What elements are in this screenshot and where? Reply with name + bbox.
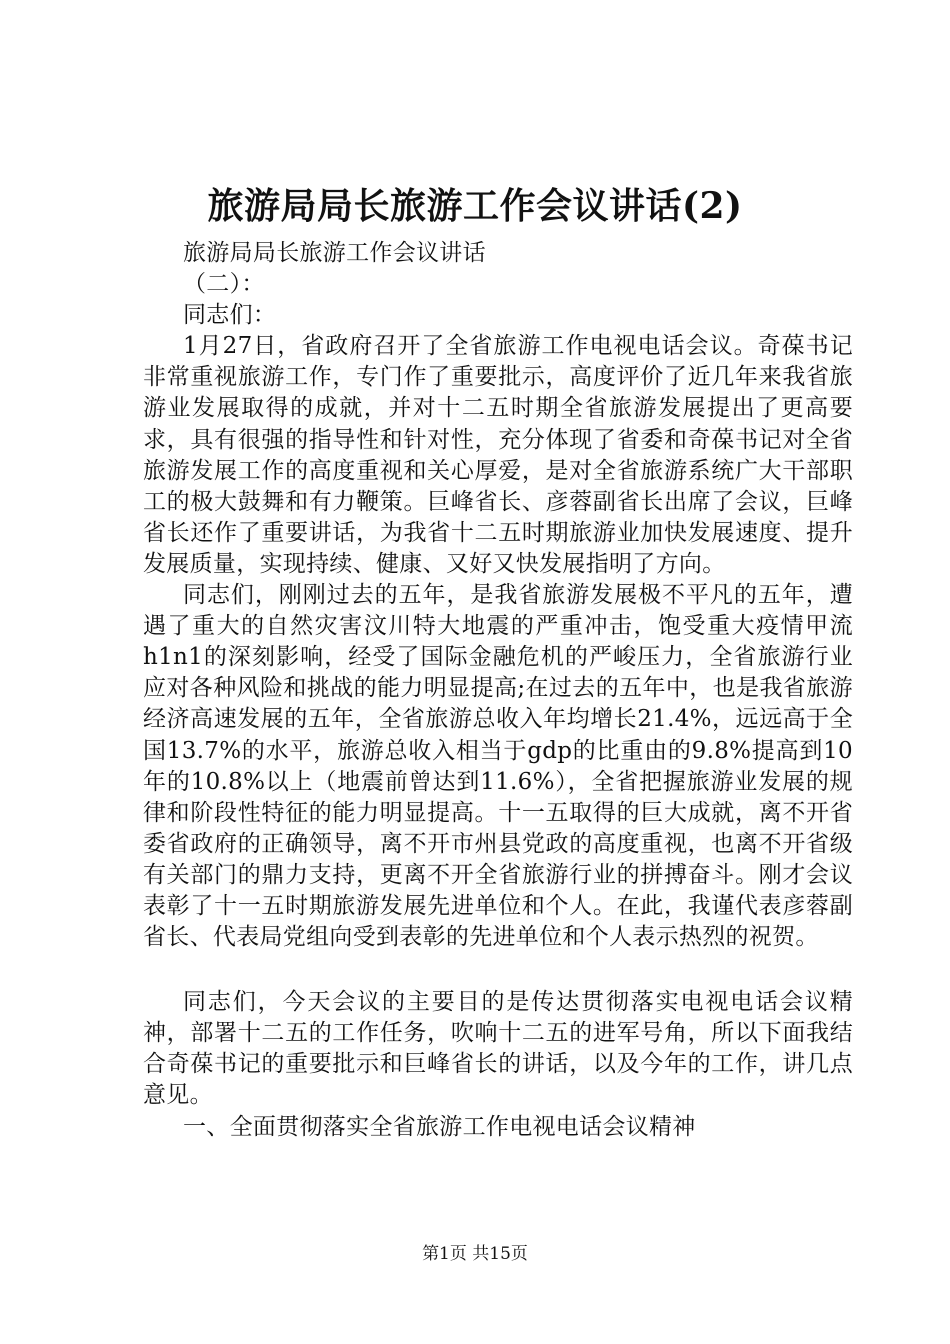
salutation-paragraph: 同志们：: [183, 302, 277, 329]
body-paragraph: 同志们，今天会议的主要目的是传达贯彻落实电视电话会议精神，部署十二五的工作任务，吹响十二五的进军号角，所以下面我结合奇葆书记的重要批示和巨峰省长的讲话，以及今年的工作，讲几点意见。: [143, 989, 853, 1109]
body-paragraph: 同志们，刚刚过去的五年，是我省旅游发展极不平凡的五年，遭遇了重大的自然灾害汶川特大地震的严重冲击，饱受重大疫情甲流h1n1的深刻影响，经受了国际金融危机的严峻压力，全省旅游行业应对各种风险和挑战的能力明显提高;在过去的五年中，也是我省旅游经济高速发展的五年，全省旅游总收入年均增长21.4%，远远高于全国13.7%的水平，旅游总收入相当于gdp的比重由的9.8%提高到10年的10.8%以上（地震前曾达到11.6%），全省把握旅游业发展的规律和阶段性特征的能力明显提高。十一五取得的巨大成就，离不开省委省政府的正确领导，离不开市州县党政的高度重视，也离不开省级有关部门的鼎力支持，更离不开全省旅游行业的拼搏奋斗。刚才会议表彰了十一五时期旅游发展先进单位和个人。在此，我谨代表彦蓉副省长、代表局党组向受到表彰的先进单位和个人表示热烈的祝贺。: [143, 582, 853, 951]
subtitle-paragraph: 旅游局局长旅游工作会议讲话: [183, 240, 486, 266]
subtitle-number-paragraph: （二）：: [183, 271, 265, 298]
document-title: 旅游局局长旅游工作会议讲话(2): [207, 185, 743, 227]
page-number-footer: 第1页 共15页: [422, 1244, 528, 1264]
document-body: [143, 238, 853, 1143]
section-heading: 一、全面贯彻落实全省旅游工作电视电话会议精神: [183, 1113, 696, 1140]
paragraph-spacer: [143, 953, 853, 987]
body-paragraph: 1月27日，省政府召开了全省旅游工作电视电话会议。奇葆书记非常重视旅游工作，专门作了重要批示，高度评价了近几年来我省旅游业发展取得的成就，并对十二五时期全省旅游发展提出了更高要求，具有很强的指导性和针对性，充分体现了省委和奇葆书记对全省旅游发展工作的高度重视和关心厚爱，是对全省旅游系统广大干部职工的极大鼓舞和有力鞭策。巨峰省长、彦蓉副省长出席了会议，巨峰省长还作了重要讲话，为我省十二五时期旅游业加快发展速度、提升发展质量，实现持续、健康、又好又快发展指明了方向。: [143, 333, 853, 577]
